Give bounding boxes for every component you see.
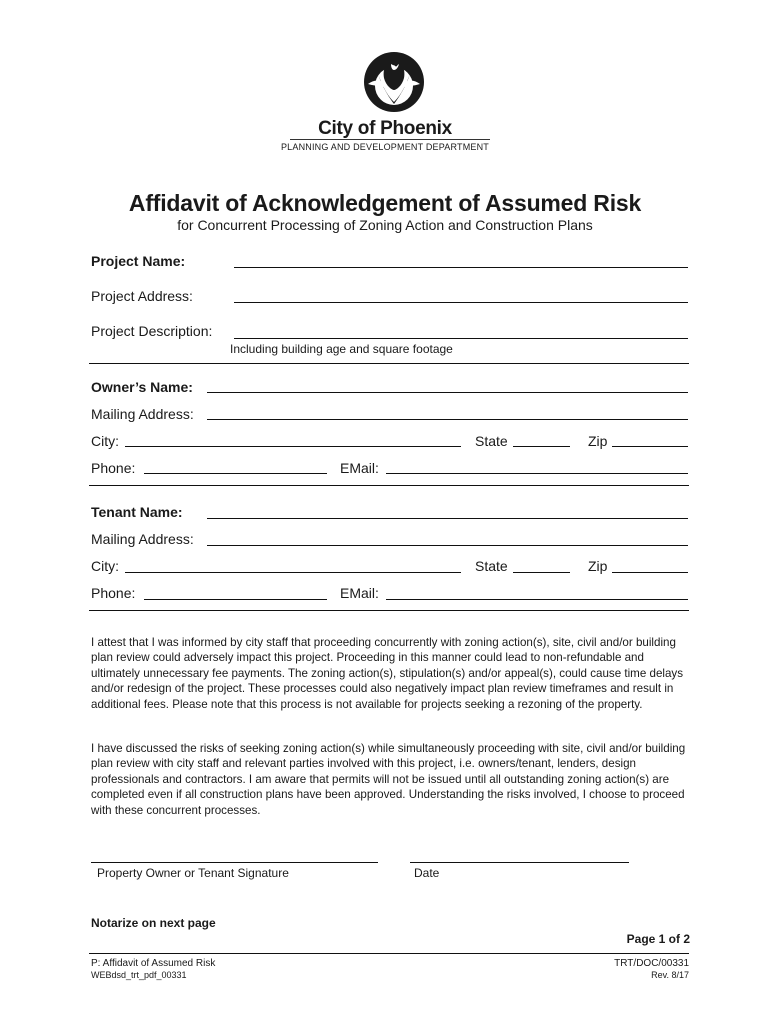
- footer-doc-name: P: Affidavit of Assumed Risk: [91, 958, 216, 969]
- owner-email-field[interactable]: [386, 473, 688, 474]
- owner-email-label: EMail:: [340, 460, 379, 476]
- attestation-paragraph: I attest that I was informed by city staff that proceeding concurrently with zoning action(s), site, civil and/or building plan review could adversely impact this project. Proceeding in this manner could lead to non-refundable and ultimately unnecessary fee payments. The zoning action(s), stipulation(s) and/or appeal(s), could cause time delays and/or redesign of the project. These processes could also negatively impact plan review timeframes and result in additional fees. Please note that this process is not available for projects seeking a rezoning of the property.: [91, 636, 684, 711]
- project-name-field[interactable]: [234, 267, 688, 268]
- tenant-zip-field[interactable]: [612, 572, 688, 573]
- tenant-mailing-label: Mailing Address:: [91, 531, 194, 547]
- date-label: Date: [414, 866, 440, 880]
- tenant-phone-label: Phone:: [91, 585, 136, 601]
- tenant-state-field[interactable]: [513, 572, 570, 573]
- project-description-field[interactable]: [234, 338, 688, 339]
- tenant-phone-field[interactable]: [144, 599, 327, 600]
- signature-field[interactable]: [91, 862, 378, 863]
- owner-mailing-field[interactable]: [207, 419, 688, 420]
- tenant-state-label: State: [475, 558, 508, 574]
- project-address-field[interactable]: [234, 302, 688, 303]
- owner-name-label: Owner’s Name:: [91, 379, 193, 395]
- owner-state-label: State: [475, 433, 508, 449]
- section-divider: [89, 363, 689, 364]
- page-title: Affidavit of Acknowledgement of Assumed Risk: [128, 190, 642, 216]
- acknowledgement-paragraph: I have discussed the risks of seeking zoning action(s) while simultaneously proceeding with site, civil and/or building plan review with city staff and relevant parties involved with this project, i.e. owners/tenant, lenders, design professionals and contractors. I am aware that permits will not be issued until all outstanding zoning action(s) are completed even if all construction plans have been approved. Understanding the risks involved, I choose to proceed with these concurrent processes.: [91, 742, 686, 817]
- tenant-zip-label: Zip: [588, 558, 608, 574]
- tenant-email-label: EMail:: [340, 585, 379, 601]
- project-description-hint: Including building age and square footage: [230, 342, 453, 356]
- phoenix-bird-logo-icon: [358, 44, 430, 116]
- project-address-label: Project Address:: [91, 288, 193, 304]
- owner-mailing-label: Mailing Address:: [91, 406, 194, 422]
- date-field[interactable]: [410, 862, 629, 863]
- footer-doc-code: WEBdsd_trt_pdf_00331: [91, 970, 187, 980]
- owner-phone-field[interactable]: [144, 473, 327, 474]
- owner-state-field[interactable]: [513, 446, 570, 447]
- owner-phone-label: Phone:: [91, 460, 136, 476]
- section-divider: [89, 485, 689, 486]
- section-divider: [89, 610, 689, 611]
- footer-doc-id: TRT/DOC/00331: [614, 958, 689, 969]
- tenant-mailing-field[interactable]: [207, 545, 688, 546]
- tenant-city-field[interactable]: [125, 572, 461, 573]
- footer-divider: [89, 953, 689, 954]
- notarize-note: Notarize on next page: [91, 916, 216, 930]
- owner-zip-label: Zip: [588, 433, 608, 449]
- owner-city-field[interactable]: [125, 446, 461, 447]
- tenant-name-label: Tenant Name:: [91, 504, 183, 520]
- tenant-email-field[interactable]: [386, 599, 688, 600]
- owner-name-field[interactable]: [207, 392, 688, 393]
- page-subtitle: for Concurrent Processing of Zoning Action and Construction Plans: [177, 217, 593, 233]
- signature-label: Property Owner or Tenant Signature: [97, 866, 289, 880]
- project-description-label: Project Description:: [91, 323, 213, 339]
- department-name: PLANNING AND DEVELOPMENT DEPARTMENT: [280, 142, 490, 152]
- footer-revision: Rev. 8/17: [651, 970, 689, 980]
- tenant-city-label: City:: [91, 558, 119, 574]
- owner-city-label: City:: [91, 433, 119, 449]
- project-name-label: Project Name:: [91, 253, 186, 269]
- tenant-name-field[interactable]: [207, 518, 688, 519]
- org-name: City of Phoenix: [318, 118, 452, 139]
- owner-zip-field[interactable]: [612, 446, 688, 447]
- header-divider: [290, 139, 490, 140]
- page-number: Page 1 of 2: [626, 932, 690, 946]
